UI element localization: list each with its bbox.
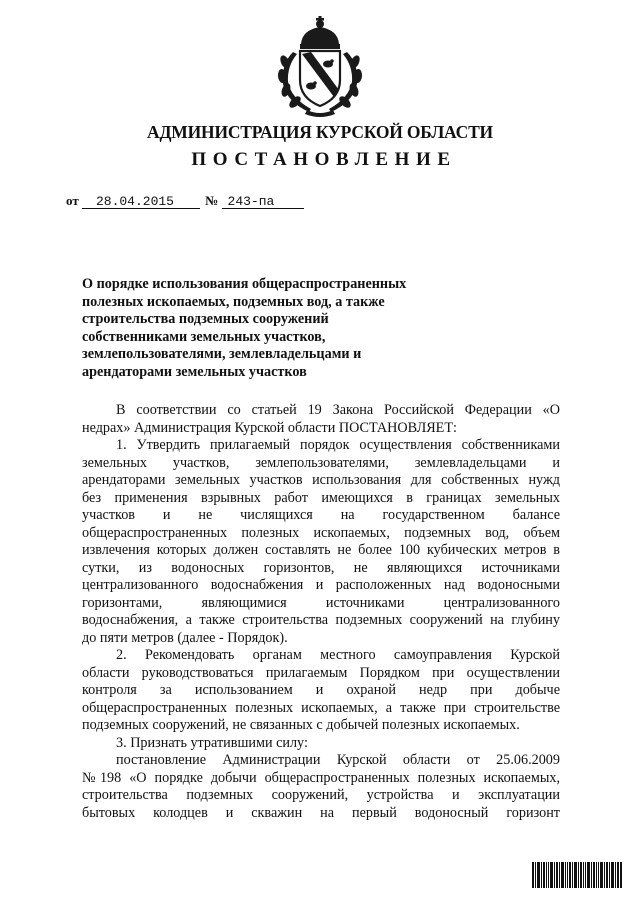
body-line: сутки, из водоносных горизонтов, не являющихся источниками [82, 559, 560, 576]
decree-body [82, 402, 560, 822]
title-line: полезных ископаемых, подземных вод, а также [82, 293, 385, 310]
title-line: землепользователями, землевладельцами и [82, 346, 362, 363]
body-line: общераспространенных полезных ископаемых, подземных вод, объем [82, 524, 560, 541]
body-line: бытовых колодцев и скважин на первый водоносный горизонт [82, 804, 560, 821]
title-line: собственниками земельных участков, [82, 328, 326, 345]
body-line: земельных участков, землепользователями, землевладельцами и [82, 454, 560, 471]
body-line: строительства подземных сооружений, устройства и эксплуатации [82, 787, 560, 803]
body-line: до пяти метров (далее - Порядок). [82, 629, 288, 646]
body-line: участков и не числящихся на государственном балансе [82, 507, 560, 523]
body-line: извлечения которых должен составлять не более 100 кубических метров в [82, 542, 560, 558]
body-line: 3. Признать утратившими силу: [116, 734, 308, 751]
body-line: постановление Администрации Курской области от 25.06.2009 [116, 752, 560, 768]
body-line: В соответствии со статьей 19 Закона Российской Федерации «О [116, 402, 560, 418]
document-type: ПОСТАНОВЛЕНИЕ [191, 149, 457, 170]
body-line: централизованного водоснабжения и расположенных над водоносными [82, 577, 560, 593]
date-number-line [66, 193, 304, 209]
title-line: О порядке использования общераспространенных [82, 276, 407, 292]
body-line: подземных сооружений, не связанных с добычей полезных ископаемых. [82, 717, 520, 733]
organization-name: АДМИНИСТРАЦИЯ КУРСКОЙ ОБЛАСТИ [147, 122, 493, 142]
number-label: № [205, 193, 219, 208]
document-date: 28.04.2015 [82, 194, 200, 209]
title-line: арендаторами земельных участков [82, 363, 307, 380]
body-line: общераспространенных полезных ископаемых, а также при строительстве [82, 699, 560, 716]
body-line: №198 «О порядке добычи общераспространенных полезных ископаемых, [82, 769, 560, 786]
title-line: строительства подземных сооружений [82, 311, 329, 328]
body-line: водоснабжения, а также строительства подземных сооружений на глубину [82, 612, 560, 628]
date-label: от [66, 193, 79, 208]
body-line: 2. Рекомендовать органам местного самоуправления Курской [116, 647, 560, 663]
body-line: 1. Утвердить прилагаемый порядок осуществления собственниками [116, 437, 560, 453]
body-line: арендаторами земельных участков использования для собственных нужд [82, 472, 560, 488]
body-line: горизонтами, являющимися источниками централизованного [82, 594, 560, 611]
barcode [532, 862, 622, 888]
body-line: недрах» Администрация Курской области ПОСТАНОВЛЯЕТ: [82, 419, 457, 436]
body-line: контроля за использованием и охраной недр при добыче [82, 682, 560, 698]
body-line: области руководствоваться прилагаемым Порядком при осуществлении [82, 664, 560, 681]
coat-of-arms-emblem [271, 14, 369, 118]
decree-title [82, 276, 432, 382]
body-line: без применения взрывных работ имеющихся в границах земельных [82, 489, 560, 506]
document-number: 243-па [222, 194, 304, 209]
